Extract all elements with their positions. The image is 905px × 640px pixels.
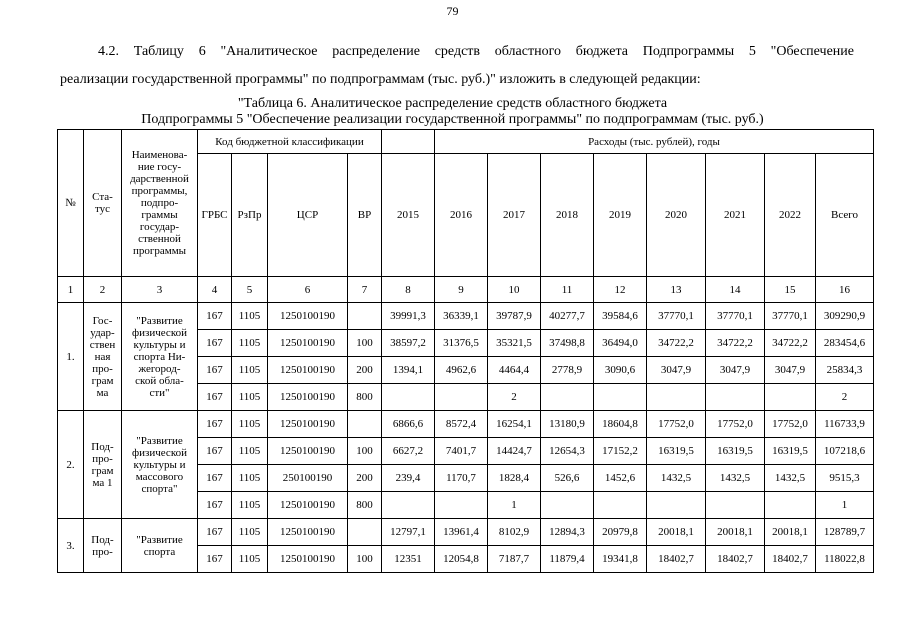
value-cell xyxy=(541,492,594,519)
column-number: 1 xyxy=(58,277,84,303)
vr-cell xyxy=(348,411,382,438)
grbs-cell: 167 xyxy=(198,492,232,519)
csr-cell: 1250100190 xyxy=(268,384,348,411)
header-year-2018: 2018 xyxy=(541,154,594,277)
csr-cell: 1250100190 xyxy=(268,357,348,384)
value-cell: 34722,2 xyxy=(706,330,765,357)
value-cell: 38597,2 xyxy=(382,330,435,357)
value-cell xyxy=(647,384,706,411)
rzpr-cell: 1105 xyxy=(232,357,268,384)
total-cell: 128789,7 xyxy=(816,519,874,546)
value-cell: 6627,2 xyxy=(382,438,435,465)
header-vr: ВР xyxy=(348,154,382,277)
row-name: "Развитие физической культуры и массового спорта" xyxy=(122,411,198,519)
header-year-2019: 2019 xyxy=(594,154,647,277)
vr-cell: 800 xyxy=(348,492,382,519)
header-spacer xyxy=(382,130,435,154)
header-no: № xyxy=(58,130,84,277)
csr-cell: 1250100190 xyxy=(268,492,348,519)
csr-cell: 1250100190 xyxy=(268,519,348,546)
value-cell: 7401,7 xyxy=(435,438,488,465)
value-cell: 1828,4 xyxy=(488,465,541,492)
header-year-2021: 2021 xyxy=(706,154,765,277)
value-cell: 12894,3 xyxy=(541,519,594,546)
column-number: 16 xyxy=(816,277,874,303)
value-cell: 1432,5 xyxy=(765,465,816,492)
total-cell: 1 xyxy=(816,492,874,519)
header-year-2017: 2017 xyxy=(488,154,541,277)
vr-cell: 100 xyxy=(348,438,382,465)
column-number-row xyxy=(58,277,874,303)
value-cell: 20018,1 xyxy=(706,519,765,546)
rzpr-cell: 1105 xyxy=(232,492,268,519)
total-cell: 107218,6 xyxy=(816,438,874,465)
value-cell: 20018,1 xyxy=(765,519,816,546)
grbs-cell: 167 xyxy=(198,519,232,546)
header-year-2016: 2016 xyxy=(435,154,488,277)
table-caption-line-1: "Таблица 6. Аналитическое распределение средств областного бюджета xyxy=(237,96,668,111)
value-cell: 4962,6 xyxy=(435,357,488,384)
value-cell: 18604,8 xyxy=(594,411,647,438)
table-row xyxy=(58,411,874,438)
value-cell xyxy=(765,384,816,411)
value-cell: 3047,9 xyxy=(647,357,706,384)
column-number: 10 xyxy=(488,277,541,303)
value-cell xyxy=(594,492,647,519)
grbs-cell: 167 xyxy=(198,546,232,573)
column-number: 4 xyxy=(198,277,232,303)
value-cell: 11879,4 xyxy=(541,546,594,573)
header-status: Ста- тус xyxy=(84,130,122,277)
value-cell: 8102,9 xyxy=(488,519,541,546)
total-cell: 118022,8 xyxy=(816,546,874,573)
value-cell: 12654,3 xyxy=(541,438,594,465)
total-cell: 2 xyxy=(816,384,874,411)
column-number: 9 xyxy=(435,277,488,303)
column-number: 14 xyxy=(706,277,765,303)
value-cell: 4464,4 xyxy=(488,357,541,384)
row-number: 2. xyxy=(58,411,84,519)
column-number: 7 xyxy=(348,277,382,303)
row-number: 3. xyxy=(58,519,84,573)
value-cell: 18402,7 xyxy=(647,546,706,573)
column-number: 2 xyxy=(84,277,122,303)
header-total: Всего xyxy=(816,154,874,277)
csr-cell: 1250100190 xyxy=(268,546,348,573)
vr-cell: 800 xyxy=(348,384,382,411)
value-cell: 39991,3 xyxy=(382,303,435,330)
budget-table xyxy=(57,129,874,573)
value-cell: 8572,4 xyxy=(435,411,488,438)
paragraph-line-1: 4.2. Таблицу 6 "Аналитическое распределение средств областного бюджета Подпрограммы 5 "Обеспечение xyxy=(98,44,854,59)
column-number: 3 xyxy=(122,277,198,303)
value-cell: 7187,7 xyxy=(488,546,541,573)
value-cell: 13180,9 xyxy=(541,411,594,438)
value-cell: 37770,1 xyxy=(647,303,706,330)
value-cell xyxy=(541,384,594,411)
value-cell: 17752,0 xyxy=(706,411,765,438)
rzpr-cell: 1105 xyxy=(232,465,268,492)
header-rzpr: РзПр xyxy=(232,154,268,277)
value-cell: 12351 xyxy=(382,546,435,573)
value-cell: 34722,2 xyxy=(765,330,816,357)
value-cell xyxy=(435,384,488,411)
value-cell xyxy=(765,492,816,519)
value-cell: 3047,9 xyxy=(765,357,816,384)
value-cell: 37498,8 xyxy=(541,330,594,357)
header-year-2015: 2015 xyxy=(382,154,435,277)
grbs-cell: 167 xyxy=(198,384,232,411)
value-cell: 3090,6 xyxy=(594,357,647,384)
grbs-cell: 167 xyxy=(198,411,232,438)
vr-cell: 200 xyxy=(348,357,382,384)
row-status: Под- про- грам ма 1 xyxy=(84,411,122,519)
value-cell xyxy=(706,492,765,519)
rzpr-cell: 1105 xyxy=(232,330,268,357)
row-status: Гос- удар- ствен ная про- грам ма xyxy=(84,303,122,411)
value-cell: 36494,0 xyxy=(594,330,647,357)
value-cell: 14424,7 xyxy=(488,438,541,465)
value-cell: 526,6 xyxy=(541,465,594,492)
value-cell: 31376,5 xyxy=(435,330,488,357)
column-number: 11 xyxy=(541,277,594,303)
value-cell: 6866,6 xyxy=(382,411,435,438)
value-cell: 3047,9 xyxy=(706,357,765,384)
column-number: 8 xyxy=(382,277,435,303)
grbs-cell: 167 xyxy=(198,303,232,330)
value-cell: 16254,1 xyxy=(488,411,541,438)
rzpr-cell: 1105 xyxy=(232,438,268,465)
column-number: 6 xyxy=(268,277,348,303)
value-cell: 18402,7 xyxy=(706,546,765,573)
vr-cell: 100 xyxy=(348,330,382,357)
paragraph-line-2: реализации государственной программы" по подпрограммам (тыс. руб.)" изложить в следующей редакции: xyxy=(60,72,701,87)
csr-cell: 1250100190 xyxy=(268,303,348,330)
value-cell: 16319,5 xyxy=(647,438,706,465)
page-number: 79 xyxy=(446,4,459,18)
header-year-2022: 2022 xyxy=(765,154,816,277)
value-cell: 20979,8 xyxy=(594,519,647,546)
value-cell xyxy=(382,492,435,519)
rzpr-cell: 1105 xyxy=(232,411,268,438)
value-cell: 17752,0 xyxy=(765,411,816,438)
row-name: "Развитие физической культуры и спорта Ни- жегород- ской обла- сти" xyxy=(122,303,198,411)
value-cell: 1 xyxy=(488,492,541,519)
value-cell: 39787,9 xyxy=(488,303,541,330)
header-expenses-group: Расходы (тыс. рублей), годы xyxy=(435,130,874,154)
value-cell xyxy=(706,384,765,411)
value-cell: 20018,1 xyxy=(647,519,706,546)
csr-cell: 250100190 xyxy=(268,465,348,492)
value-cell: 17752,0 xyxy=(647,411,706,438)
column-number: 13 xyxy=(647,277,706,303)
value-cell: 12797,1 xyxy=(382,519,435,546)
column-number: 12 xyxy=(594,277,647,303)
value-cell: 35321,5 xyxy=(488,330,541,357)
value-cell: 1432,5 xyxy=(706,465,765,492)
value-cell: 36339,1 xyxy=(435,303,488,330)
header-name: Наименова- ние госу- дарственной программы, подпро- граммы государ- ственной программы xyxy=(122,130,198,277)
value-cell xyxy=(382,384,435,411)
value-cell: 34722,2 xyxy=(647,330,706,357)
grbs-cell: 167 xyxy=(198,330,232,357)
row-status: Под- про- xyxy=(84,519,122,573)
value-cell: 239,4 xyxy=(382,465,435,492)
total-cell: 9515,3 xyxy=(816,465,874,492)
total-cell: 25834,3 xyxy=(816,357,874,384)
row-name: "Развитие спорта xyxy=(122,519,198,573)
value-cell: 18402,7 xyxy=(765,546,816,573)
rzpr-cell: 1105 xyxy=(232,303,268,330)
rzpr-cell: 1105 xyxy=(232,384,268,411)
value-cell: 37770,1 xyxy=(765,303,816,330)
value-cell: 37770,1 xyxy=(706,303,765,330)
vr-cell: 100 xyxy=(348,546,382,573)
value-cell xyxy=(647,492,706,519)
grbs-cell: 167 xyxy=(198,465,232,492)
total-cell: 116733,9 xyxy=(816,411,874,438)
value-cell: 12054,8 xyxy=(435,546,488,573)
total-cell: 309290,9 xyxy=(816,303,874,330)
header-code-group: Код бюджетной классификации xyxy=(198,130,382,154)
column-number: 15 xyxy=(765,277,816,303)
csr-cell: 1250100190 xyxy=(268,438,348,465)
value-cell: 1432,5 xyxy=(647,465,706,492)
table-row xyxy=(58,519,874,546)
total-cell: 283454,6 xyxy=(816,330,874,357)
value-cell: 16319,5 xyxy=(765,438,816,465)
value-cell xyxy=(594,384,647,411)
column-number: 5 xyxy=(232,277,268,303)
value-cell: 16319,5 xyxy=(706,438,765,465)
value-cell: 1452,6 xyxy=(594,465,647,492)
value-cell: 39584,6 xyxy=(594,303,647,330)
header-csr: ЦСР xyxy=(268,154,348,277)
rzpr-cell: 1105 xyxy=(232,546,268,573)
vr-cell xyxy=(348,303,382,330)
grbs-cell: 167 xyxy=(198,357,232,384)
value-cell: 2 xyxy=(488,384,541,411)
table-row xyxy=(58,303,874,330)
table-caption-line-2: Подпрограммы 5 "Обеспечение реализации государственной программы" по подпрограммам (тыс. руб.) xyxy=(141,112,764,127)
vr-cell xyxy=(348,519,382,546)
value-cell: 13961,4 xyxy=(435,519,488,546)
header-grbs: ГРБС xyxy=(198,154,232,277)
value-cell: 17152,2 xyxy=(594,438,647,465)
csr-cell: 1250100190 xyxy=(268,330,348,357)
csr-cell: 1250100190 xyxy=(268,411,348,438)
header-year-2020: 2020 xyxy=(647,154,706,277)
vr-cell: 200 xyxy=(348,465,382,492)
value-cell: 1170,7 xyxy=(435,465,488,492)
value-cell: 19341,8 xyxy=(594,546,647,573)
row-number: 1. xyxy=(58,303,84,411)
value-cell: 40277,7 xyxy=(541,303,594,330)
value-cell: 1394,1 xyxy=(382,357,435,384)
value-cell xyxy=(435,492,488,519)
rzpr-cell: 1105 xyxy=(232,519,268,546)
grbs-cell: 167 xyxy=(198,438,232,465)
value-cell: 2778,9 xyxy=(541,357,594,384)
